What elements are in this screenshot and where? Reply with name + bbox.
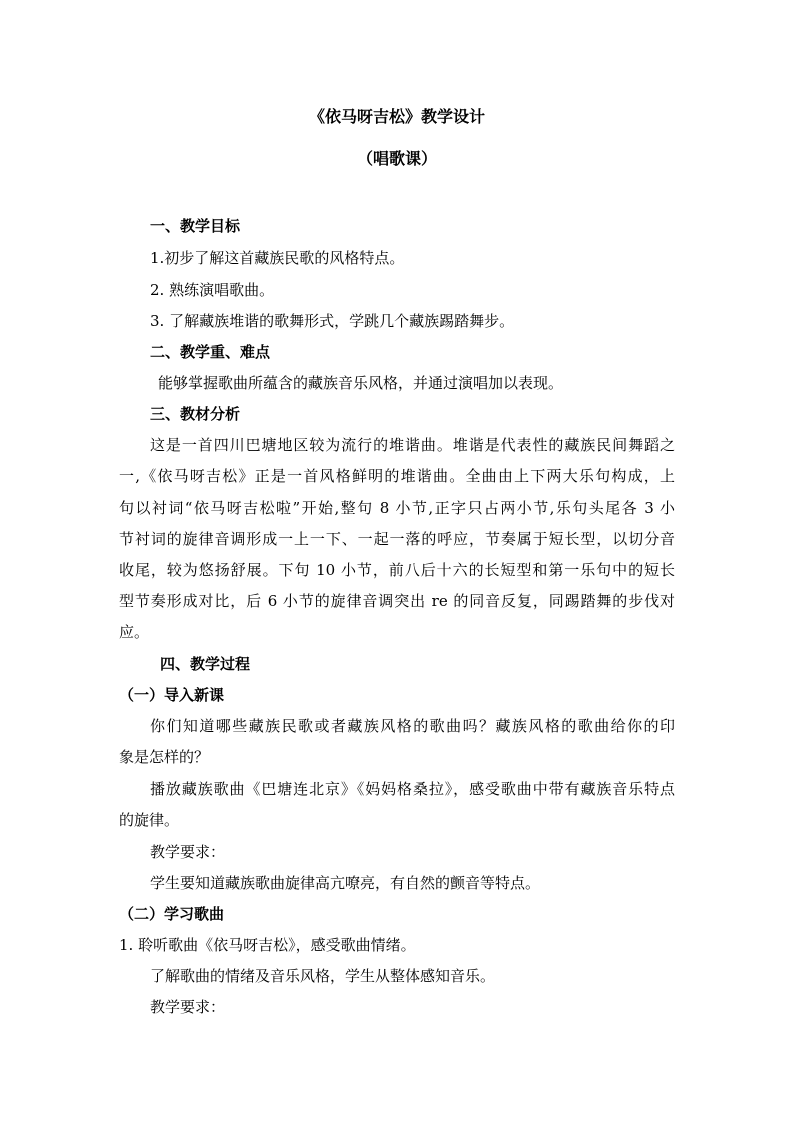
learn-song-text: 了解歌曲的情绪及音乐风格，学生从整体感知音乐。 bbox=[150, 967, 496, 985]
subsection-heading-intro: （一）导入新课 bbox=[119, 686, 225, 704]
teaching-requirement-label: 教学要求： bbox=[150, 998, 226, 1016]
objective-item: 2. 熟练演唱歌曲。 bbox=[150, 281, 275, 299]
analysis-line: 节衬词的旋律音调形成一上一下、一起一落的呼应，节奏属于短长型，以切分音 bbox=[119, 530, 675, 548]
analysis-line: 这是一首四川巴塘地区较为流行的堆谐曲。堆谐是代表性的藏族民间舞蹈之 bbox=[150, 436, 675, 454]
document-subtitle: （唱歌课） bbox=[356, 149, 437, 168]
analysis-line: 句以衬词“依马呀吉松啦”开始,整句 8 小节,正字只占两小节,乐句头尾各 3 小 bbox=[119, 499, 675, 517]
teaching-requirement-label: 教学要求： bbox=[150, 843, 226, 861]
analysis-line: 型节奏形成对比，后 6 小节的旋律音调突出 re 的同音反复，同踢踏舞的步伐对 bbox=[119, 592, 675, 610]
intro-paragraph-line: 象是怎样的？ bbox=[119, 748, 210, 766]
objective-item: 3. 了解藏族堆谐的歌舞形式，学跳几个藏族踢踏舞步。 bbox=[150, 312, 515, 330]
intro-paragraph-line: 你们知道哪些藏族民歌或者藏族风格的歌曲吗？藏族风格的歌曲给你的印 bbox=[150, 717, 675, 735]
objective-item: 1.初步了解这首藏族民歌的风格特点。 bbox=[150, 249, 405, 267]
analysis-line: 应。 bbox=[119, 623, 150, 641]
subsection-heading-learn-song: （二）学习歌曲 bbox=[119, 905, 225, 923]
learn-song-item: 1. 聆听歌曲《依马呀吉松》，感受歌曲情绪。 bbox=[119, 936, 416, 954]
section-heading-objectives: 一、教学目标 bbox=[150, 217, 241, 235]
section-heading-process: 四、教学过程 bbox=[160, 655, 251, 673]
intro-paragraph-line: 播放藏族歌曲《巴塘连北京》《妈妈格桑拉》，感受歌曲中带有藏族音乐特点 bbox=[150, 780, 675, 798]
intro-paragraph-line: 的旋律。 bbox=[119, 811, 180, 829]
section-heading-key-points: 二、教学重、难点 bbox=[150, 343, 271, 361]
analysis-line: 一,《依马呀吉松》正是一首风格鲜明的堆谐曲。全曲由上下两大乐句构成，上 bbox=[119, 467, 675, 485]
document-title: 《依马呀吉松》教学设计 bbox=[308, 107, 485, 126]
section-heading-analysis: 三、教材分析 bbox=[150, 405, 241, 423]
key-points-text: 能够掌握歌曲所蕴含的藏族音乐风格，并通过演唱加以表现。 bbox=[158, 374, 564, 392]
teaching-requirement-text: 学生要知道藏族歌曲旋律高亢嘹亮，有自然的颤音等特点。 bbox=[150, 874, 541, 892]
analysis-line: 收尾，较为悠扬舒展。下句 10 小节，前八后十六的长短型和第一乐句中的短长 bbox=[119, 561, 675, 579]
